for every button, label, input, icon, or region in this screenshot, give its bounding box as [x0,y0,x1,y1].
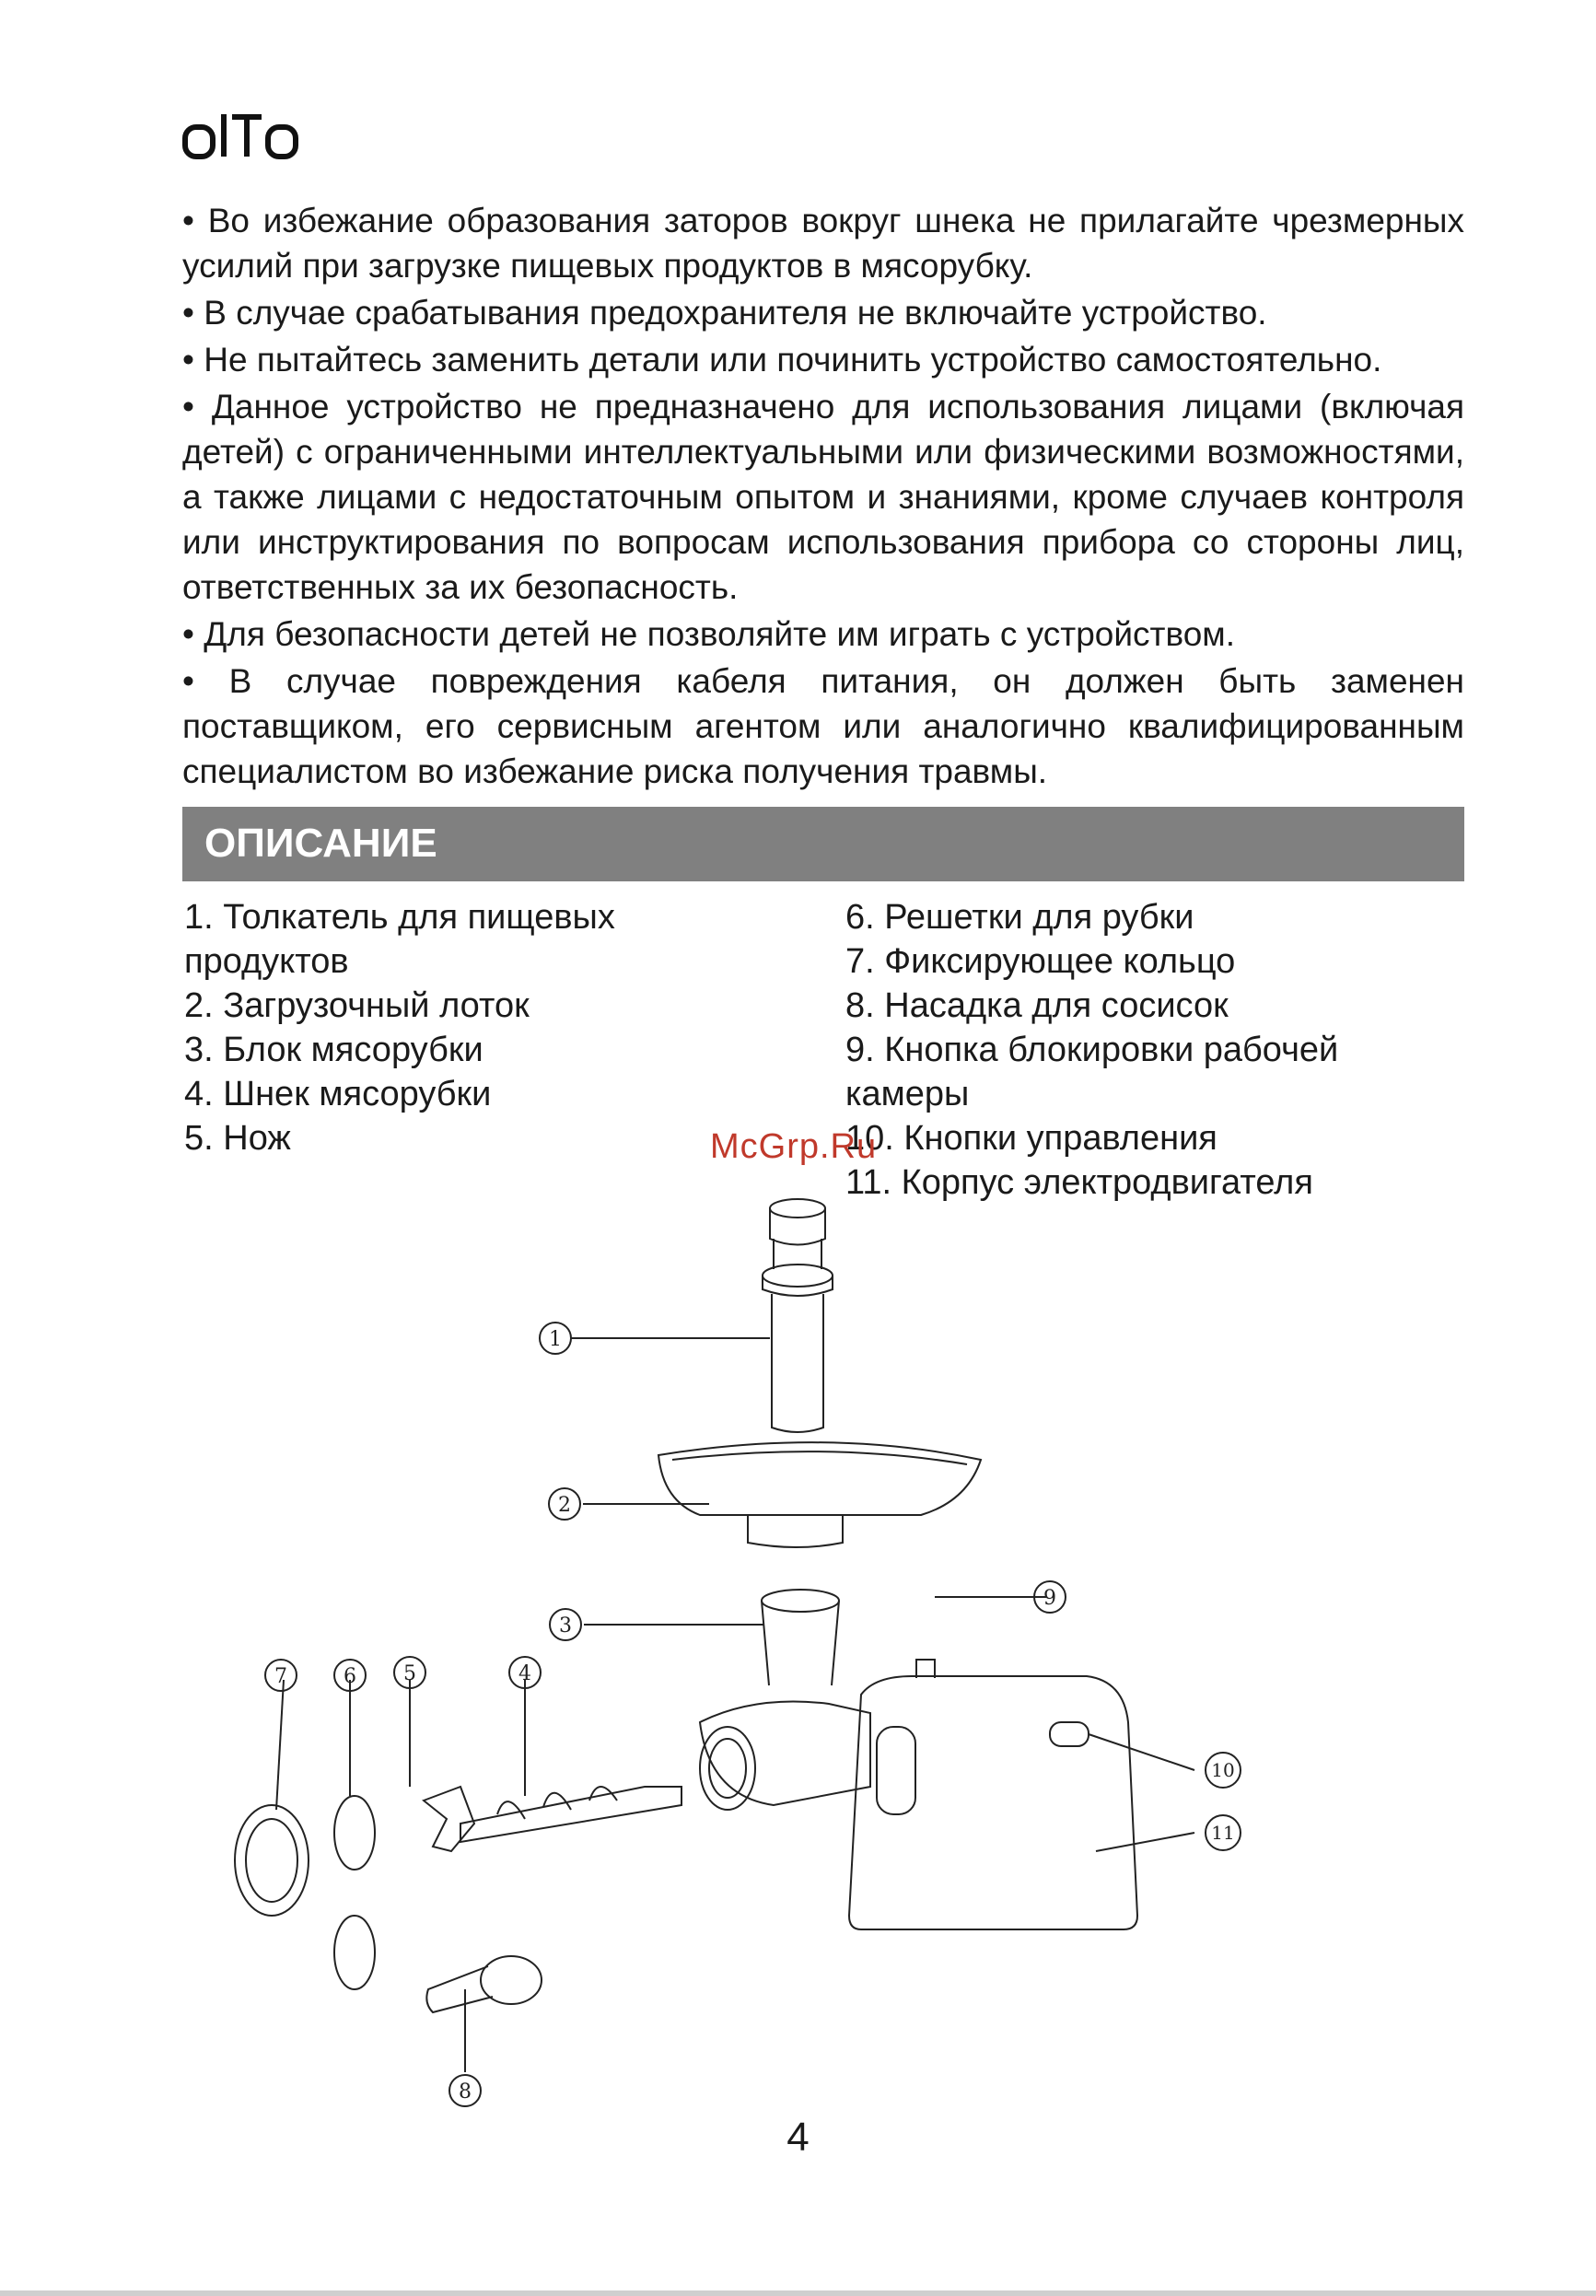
svg-text:5: 5 [403,1662,416,1685]
safety-paragraph: • Для безопасности детей не позволяйте им играть с устройством. [182,615,1236,653]
svg-text:3: 3 [559,1614,572,1638]
part-item: 8. Насадка для сосисок [845,986,1229,1025]
part-item: 2. Загрузочный лоток [184,986,530,1025]
brand-logo [182,111,302,166]
part-item: 4. Шнек мясорубки [184,1075,492,1113]
svg-text:7: 7 [274,1665,287,1688]
callout-2 [549,1488,580,1520]
safety-instructions [182,198,1464,796]
safety-paragraph: • В случае срабатывания предохранителя не включайте устройство. [182,294,1267,332]
part-item: 5. Нож [184,1119,291,1158]
part-item: 7. Фиксирующее кольцо [845,942,1236,981]
auger-illustration [460,1787,682,1842]
motor-housing-illustration [849,1660,1137,1929]
callout-8 [449,2075,481,2106]
feeding-tray-illustration [658,1442,981,1547]
callout-6 [334,1660,366,1691]
callout-10 [1206,1753,1241,1788]
page-number: 4 [786,2115,810,2160]
sausage-attachment-illustration [426,1956,542,2012]
part-item: 9. Кнопка блокировки рабочей камеры [845,1031,1339,1113]
callout-1 [540,1323,571,1354]
svg-text:10: 10 [1211,1759,1235,1781]
svg-text:1: 1 [549,1328,562,1351]
svg-text:11: 11 [1211,1822,1235,1844]
callout-3 [550,1609,581,1640]
svg-text:8: 8 [459,2080,472,2104]
callout-5 [394,1657,425,1688]
part-item: 10. Кнопки управления [845,1119,1217,1158]
grating-discs-illustration [334,1796,375,1989]
callout-lines [276,1338,1194,2072]
pusher-illustration [763,1199,833,1432]
fixing-ring-illustration [235,1805,309,1916]
svg-text:6: 6 [344,1665,356,1688]
section-header [182,807,1464,881]
part-item: 11. Корпус электродвигателя [845,1163,1313,1202]
svg-text:4: 4 [518,1662,531,1685]
callout-11 [1206,1815,1241,1850]
svg-text:2: 2 [558,1494,571,1517]
part-item: 6. Решетки для рубки [845,898,1194,937]
safety-paragraph: • Во избежание образования заторов вокруг шнека не прилагайте чрезмерных усилий при загрузке пищевых продуктов в мясорубку. [182,202,1464,285]
footer-divider [0,2290,1596,2296]
safety-paragraph: • Не пытайтесь заменить детали или починить устройство самостоятельно. [182,341,1382,379]
svg-text:9: 9 [1043,1587,1056,1610]
safety-paragraph: • Данное устройство не предназначено для использования лицами (включая детей) с ограниченными интеллектуальными или физическими возможностями, а также лицами с недостаточным опытом и знаниями, кроме случаев контроля или инструктирования по вопросам использования прибора со стороны лиц, ответственных за их безопасность. [182,388,1464,606]
part-item: 1. Толкатель для пищевых продуктов [184,898,615,981]
parts-list-left [184,895,700,1160]
callout-4 [509,1657,541,1688]
meat-grinder-diagram [184,1151,1289,2127]
grinder-head-illustration [700,1590,870,1810]
part-item: 3. Блок мясорубки [184,1031,483,1069]
watermark: McGrp.Ru [710,1127,878,1166]
callout-7 [265,1660,297,1691]
safety-paragraph: • В случае повреждения кабеля питания, он должен быть заменен поставщиком, его сервисным агентом или аналогично квалифицированным специалистом во избежание риска получения травмы. [182,662,1464,790]
section-title: ОПИСАНИЕ [204,821,437,866]
